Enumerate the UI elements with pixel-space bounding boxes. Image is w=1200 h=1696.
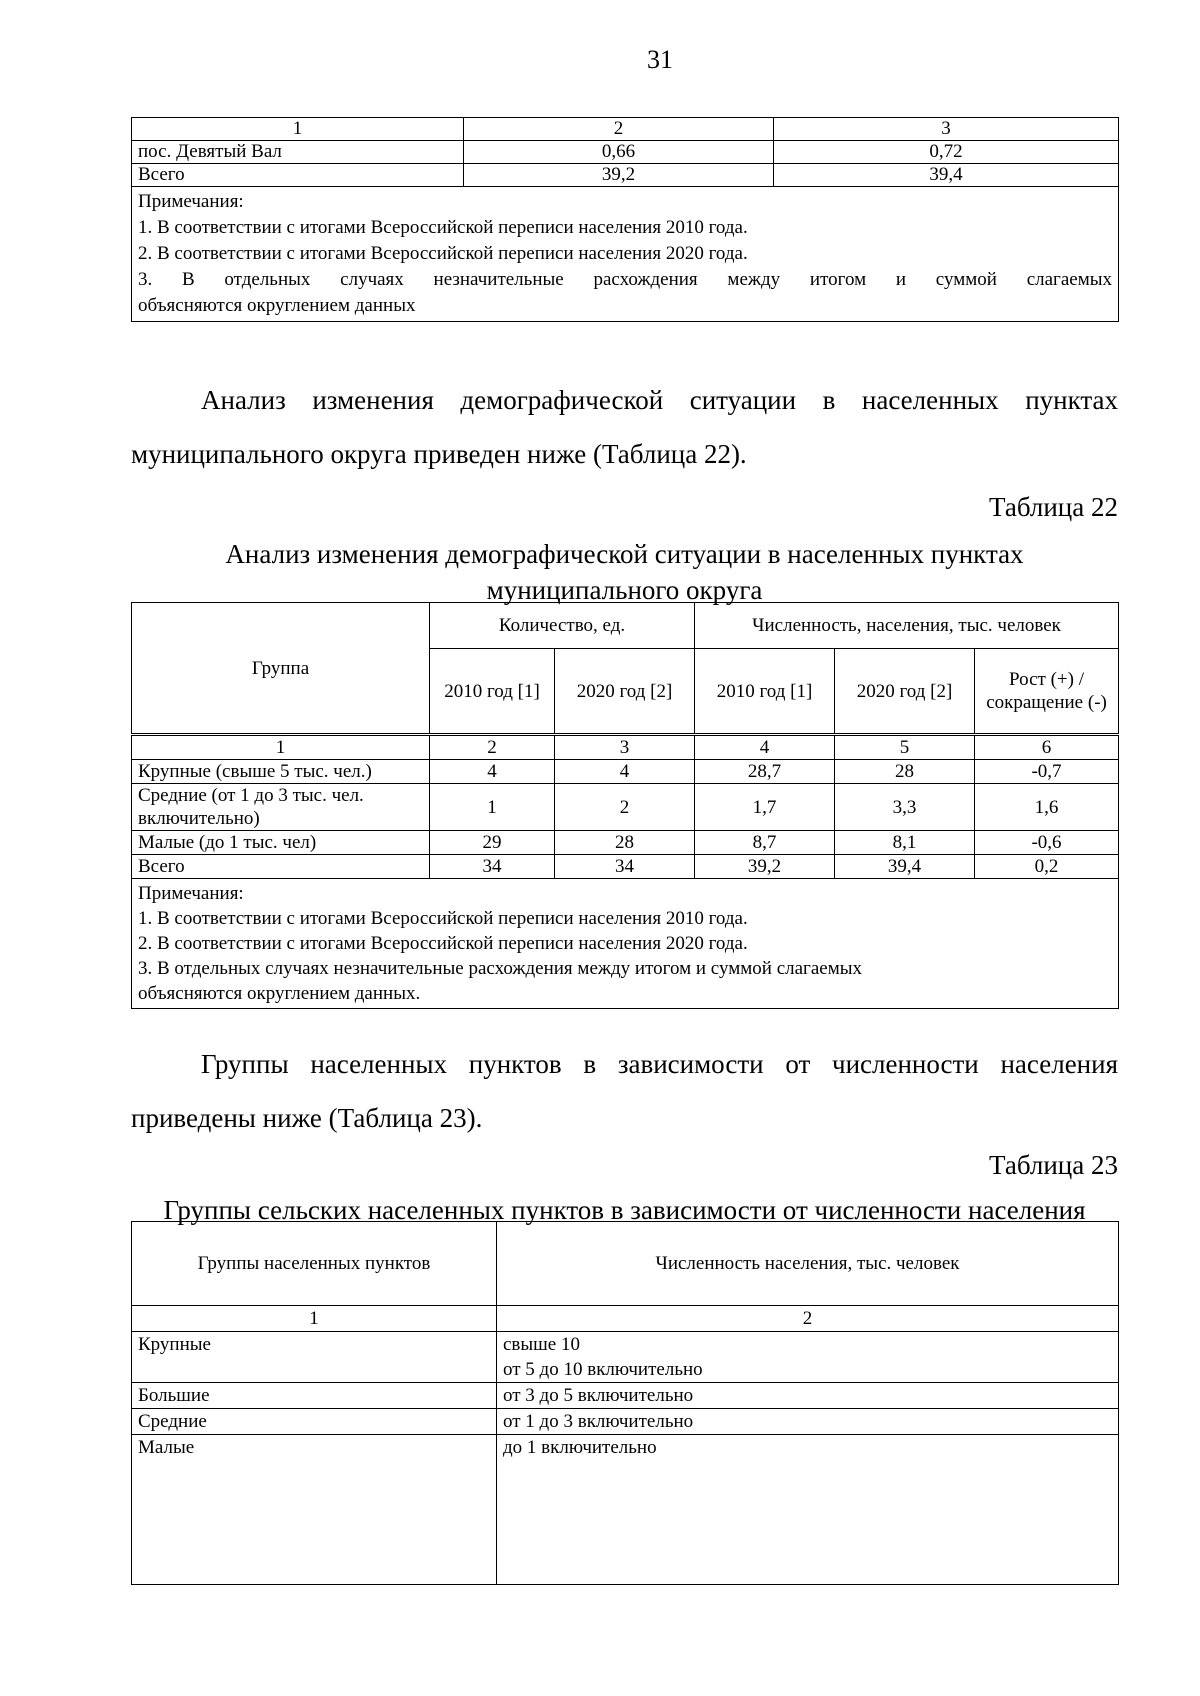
- table-cell: 1: [430, 784, 555, 831]
- table-cell: 2: [555, 784, 695, 831]
- table-header-row: [132, 603, 1119, 649]
- table-cell: до 1 включительно: [497, 1435, 1119, 1585]
- notes-title: Примечания:: [138, 191, 244, 212]
- table-header-row: [132, 1222, 1119, 1306]
- population-table-continuation: [131, 117, 1119, 322]
- table-cell: 39,2: [464, 164, 774, 187]
- table-cell: 3: [555, 735, 695, 760]
- table-cell: 34: [555, 855, 695, 879]
- table-notes: [132, 187, 1119, 322]
- table-notes: [132, 879, 1119, 1009]
- table-cell: 8,1: [835, 831, 975, 855]
- table-cell: 29: [430, 831, 555, 855]
- table-cell: Крупные (свыше 5 тыс. чел.): [132, 760, 430, 784]
- header-cell: 2010 год [1]: [430, 649, 555, 735]
- table-row: [132, 1435, 1119, 1585]
- table-cell: 6: [975, 735, 1119, 760]
- title-line: муниципального округа: [486, 575, 763, 605]
- table-cell: [497, 1332, 1119, 1383]
- table-cell: 0,72: [774, 141, 1119, 164]
- table-cell: -0,7: [975, 760, 1119, 784]
- header-count: Количество, ед.: [430, 603, 695, 649]
- table-cell: 1,6: [975, 784, 1119, 831]
- table-cell: Средние (от 1 до 3 тыс. чел. включительно): [132, 784, 430, 831]
- header-cell: 2020 год [2]: [835, 649, 975, 735]
- table-cell: Крупные: [132, 1332, 497, 1383]
- table-cell: 8,7: [695, 831, 835, 855]
- table22-title: [131, 536, 1118, 608]
- table-cell: пос. Девятый Вал: [132, 141, 464, 164]
- table-cell: от 1 до 3 включительно: [497, 1409, 1119, 1435]
- paragraph-groups: [131, 1037, 1118, 1145]
- table-row: [132, 141, 1119, 164]
- table-cell: Средние: [132, 1409, 497, 1435]
- note-item: объясняются округлением данных.: [138, 983, 421, 1004]
- table23: [131, 1221, 1119, 1585]
- table-cell: 1: [132, 735, 430, 760]
- table23-caption: Таблица 23: [989, 1150, 1118, 1180]
- page-number: 31: [647, 45, 673, 74]
- table-cell: Малые: [132, 1435, 497, 1585]
- note-item: 3. В отдельных случаях незначительные расхождения между итогом и суммой слагаемых: [138, 958, 862, 979]
- table-cell: 0,2: [975, 855, 1119, 879]
- table-row: [132, 1383, 1119, 1409]
- header-population: Численность, населения, тыс. человек: [695, 603, 1119, 649]
- table22: [131, 602, 1119, 1009]
- table-cell: 28,7: [695, 760, 835, 784]
- table-notes-row: [132, 187, 1119, 322]
- note-item: 1. В соответствии с итогами Всероссийской переписи населения 2010 года.: [138, 908, 748, 929]
- table-cell: 34: [430, 855, 555, 879]
- table-row: [132, 784, 1119, 831]
- note-item: 1. В соответствии с итогами Всероссийской переписи населения 2010 года.: [138, 217, 748, 238]
- table-cell: 4: [430, 760, 555, 784]
- header-population: Численность населения, тыс. человек: [497, 1222, 1119, 1306]
- table-header-row: [132, 118, 1119, 141]
- note-item: 3. В отдельных случаях незначительные расхождения между итогом и суммой слагаемых: [138, 269, 1112, 290]
- range-value: от 5 до 10 включительно: [503, 1359, 703, 1380]
- table-cell: 5: [835, 735, 975, 760]
- table-cell: 4: [695, 735, 835, 760]
- table-row: [132, 1409, 1119, 1435]
- table-cell: от 3 до 5 включительно: [497, 1383, 1119, 1409]
- table-row: [132, 760, 1119, 784]
- table-cell: 4: [555, 760, 695, 784]
- paragraph-analysis: [131, 373, 1118, 481]
- table-cell: 2: [497, 1306, 1119, 1332]
- table-cell: 1,7: [695, 784, 835, 831]
- header-group: Группа: [132, 603, 430, 735]
- paragraph-line: приведены ниже (Таблица 23).: [131, 1103, 483, 1133]
- column-numbers-row: [132, 1306, 1119, 1332]
- table-row: [132, 164, 1119, 187]
- table-cell: 39,4: [835, 855, 975, 879]
- table-cell: 39,4: [774, 164, 1119, 187]
- table-cell: Большие: [132, 1383, 497, 1409]
- table-row: [132, 831, 1119, 855]
- paragraph-line: Анализ изменения демографической ситуации в населенных пунктах: [201, 385, 1118, 415]
- table-cell: 0,66: [464, 141, 774, 164]
- header-cell: 2020 год [2]: [555, 649, 695, 735]
- table-cell: Всего: [132, 855, 430, 879]
- table-notes-row: [132, 879, 1119, 1009]
- header-groups: Группы населенных пунктов: [132, 1222, 497, 1306]
- table-cell: 28: [835, 760, 975, 784]
- table-cell: 2: [464, 118, 774, 141]
- table-cell: 39,2: [695, 855, 835, 879]
- paragraph-line: муниципального округа приведен ниже (Таблица 22).: [131, 439, 747, 469]
- table-cell: Малые (до 1 тыс. чел): [132, 831, 430, 855]
- table23-title: Группы сельских населенных пунктов в зависимости от численности населения: [163, 1195, 1086, 1225]
- table-cell: Всего: [132, 164, 464, 187]
- table22-caption: Таблица 22: [989, 492, 1118, 522]
- table-cell: 1: [132, 118, 464, 141]
- table-cell: 3: [774, 118, 1119, 141]
- title-line: Анализ изменения демографической ситуации в населенных пунктах: [225, 539, 1024, 569]
- note-item: объясняются округлением данных: [138, 295, 416, 316]
- notes-title: Примечания:: [138, 883, 244, 904]
- table-cell: 3,3: [835, 784, 975, 831]
- column-numbers-row: [132, 735, 1119, 760]
- header-cell: Рост (+) /сокращение (-): [975, 649, 1119, 735]
- range-value: свыше 10: [503, 1334, 580, 1355]
- paragraph-line: Группы населенных пунктов в зависимости от численности населения: [201, 1049, 1118, 1079]
- header-cell: 2010 год [1]: [695, 649, 835, 735]
- table-cell: -0,6: [975, 831, 1119, 855]
- note-item: 2. В соответствии с итогами Всероссийской переписи населения 2020 года.: [138, 933, 748, 954]
- table-cell: 2: [430, 735, 555, 760]
- table-cell: 28: [555, 831, 695, 855]
- note-item: 2. В соответствии с итогами Всероссийской переписи населения 2020 года.: [138, 243, 748, 264]
- table-row-total: [132, 855, 1119, 879]
- table-cell: 1: [132, 1306, 497, 1332]
- table-row: [132, 1332, 1119, 1383]
